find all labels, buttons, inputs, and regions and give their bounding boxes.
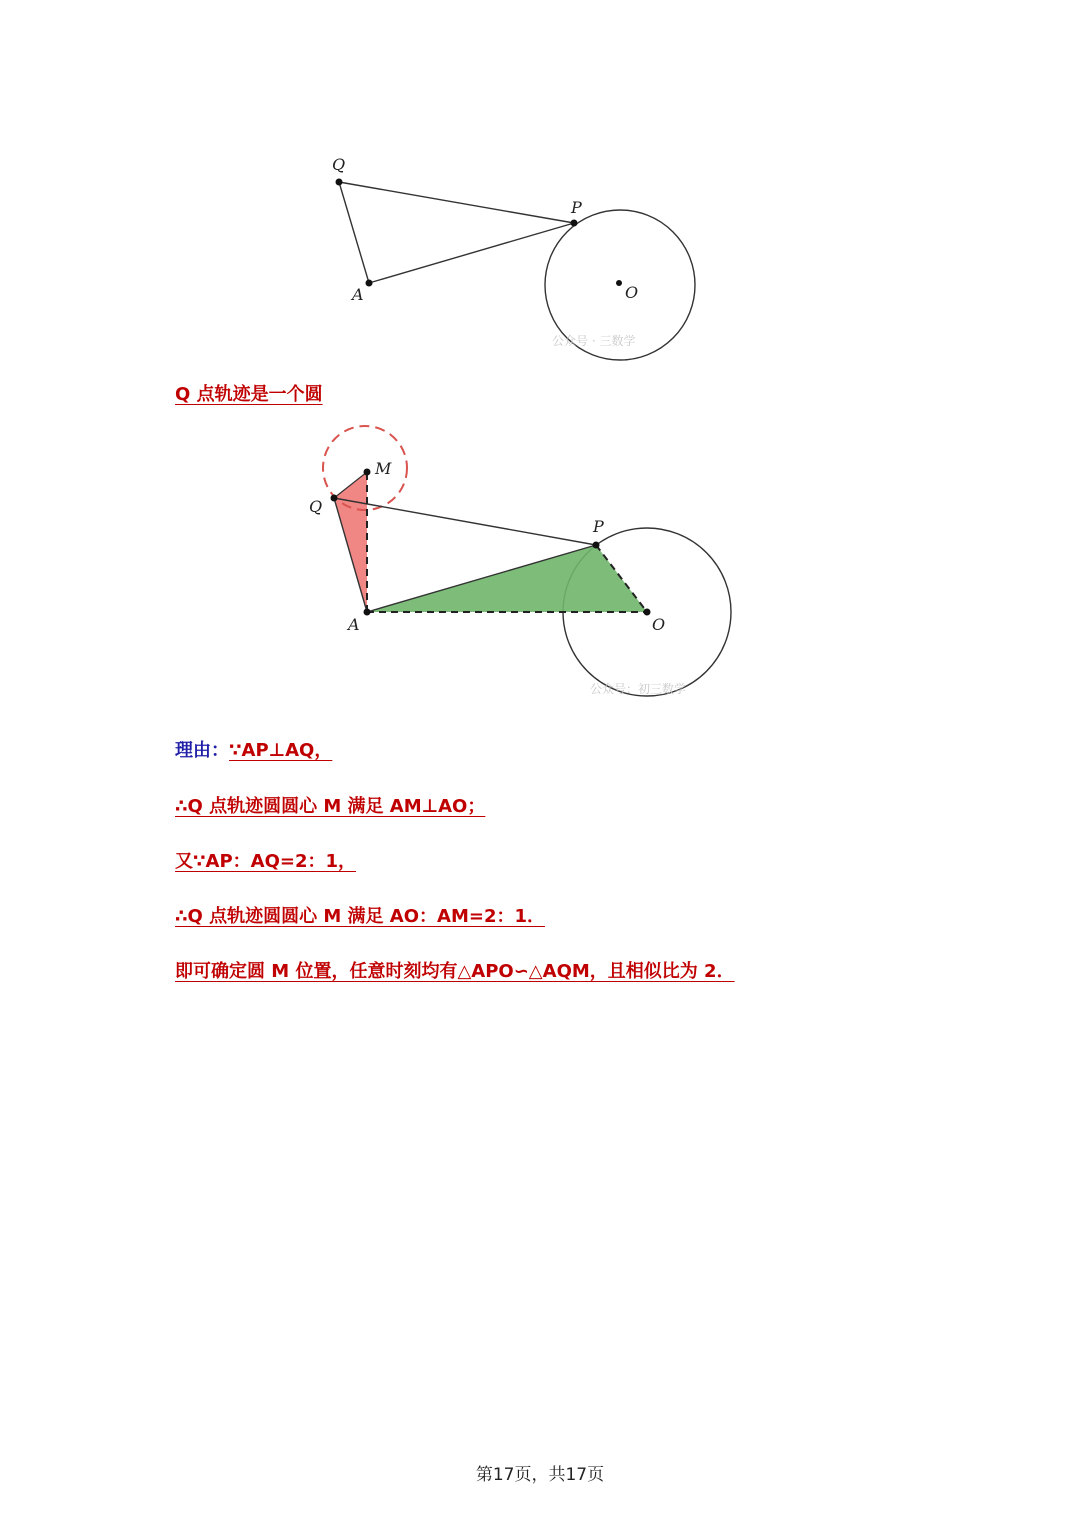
triangle-aqm <box>334 472 367 612</box>
watermark: 公众号 · 三数学 <box>552 334 636 348</box>
solution-line-4: ∴Q 点轨迹圆圆心 M 满足 AO：AM=2：1． <box>175 906 546 927</box>
solution-line-3: 又∵AP：AQ=2：1， <box>175 851 357 872</box>
triangle-apo <box>367 545 647 612</box>
segment-qp <box>339 182 574 223</box>
point-o <box>644 609 651 616</box>
point-m <box>364 469 371 476</box>
label-m: M <box>375 459 392 478</box>
figure-1-triangle-circle <box>320 140 720 365</box>
label-a: A <box>352 285 364 304</box>
caption-q-locus: Q 点轨迹是一个圆 <box>175 384 323 405</box>
solution-text-1: ∵AP⊥AQ， <box>229 740 333 761</box>
label-q: Q <box>309 497 323 516</box>
point-o <box>616 280 622 286</box>
solution-line-1 <box>175 736 332 762</box>
label-p: P <box>593 517 604 536</box>
point-p <box>571 220 578 227</box>
point-a <box>364 609 371 616</box>
segment-qp <box>334 498 596 545</box>
solution-line-5: 即可确定圆 M 位置，任意时刻均有△APO∽△AQM，且相似比为 2． <box>175 961 735 982</box>
label-q: Q <box>332 155 346 174</box>
reason-label: 理由： <box>175 740 229 761</box>
figure-2-similar-triangles <box>295 420 745 710</box>
label-p: P <box>571 198 582 217</box>
watermark: 公众号：初三数学 <box>590 682 687 696</box>
label-o: O <box>652 615 666 634</box>
point-q <box>331 495 338 502</box>
segment-qa <box>339 182 369 283</box>
segment-ap <box>369 223 574 283</box>
label-o: O <box>625 283 639 302</box>
page-number-footer: 第17页，共17页 <box>475 1465 605 1485</box>
point-p <box>593 542 600 549</box>
point-q <box>336 179 343 186</box>
point-a <box>366 280 373 287</box>
solution-line-2: ∴Q 点轨迹圆圆心 M 满足 AM⊥AO； <box>175 796 486 817</box>
label-a: A <box>348 615 360 634</box>
